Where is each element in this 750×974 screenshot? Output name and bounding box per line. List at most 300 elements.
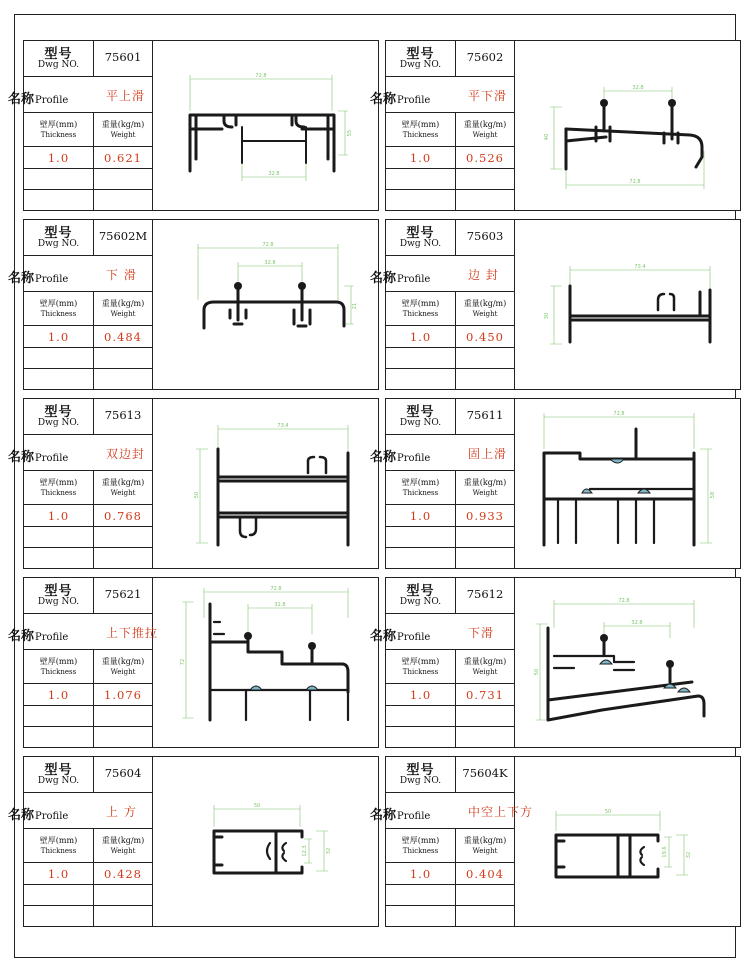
name-row [8,614,159,650]
profile-cross-section [152,41,378,210]
name-label-en: Profile [35,95,69,106]
thickness-label-en: Thickness [40,489,77,497]
name-label-cn: 名称 [8,271,35,286]
model-label-en: Dwg NO. [37,776,80,786]
thickness-value: 1.0 [409,867,432,881]
profile-drawing [152,220,378,389]
profile-name: 中空上下方 [468,805,534,819]
dimension-label: 19.6 [662,846,668,858]
weight-value-cell [94,147,152,169]
profile-cross-section [152,578,378,747]
thickness-label-cn: 壁厚(mm) [401,478,440,487]
thickness-label-cell [386,292,456,326]
weight-value: 0.933 [466,509,504,523]
empty-cell [94,348,152,369]
profile-drawing [514,399,740,568]
thickness-value: 1.0 [409,509,432,523]
name-label-en: Profile [35,274,69,285]
thickness-value: 1.0 [47,330,70,344]
dimension-label: 55 [347,129,353,137]
name-label [370,804,430,823]
empty-cell [94,548,152,569]
profile-info-table [8,757,153,926]
name-label [8,804,68,823]
thickness-label-cell [386,471,456,505]
empty-cell [94,190,152,211]
profile-cross-section [514,220,740,389]
model-label-cn: 型号 [406,584,435,599]
thickness-value: 1.0 [47,509,70,523]
thickness-label-cn: 壁厚(mm) [39,478,78,487]
thickness-label-cell [386,650,456,684]
weight-label-cell [94,650,152,684]
name-label [8,267,68,286]
dimension-label: 32 [686,851,692,859]
thickness-value-cell [24,684,94,706]
thickness-label-en: Thickness [402,131,439,139]
name-label-cn: 名称 [8,450,35,465]
model-label-cell [24,399,94,435]
thickness-label-cn: 壁厚(mm) [401,836,440,845]
weight-value: 0.428 [104,867,142,881]
thickness-label-cn: 壁厚(mm) [401,657,440,666]
profile-card [8,40,379,211]
weight-label-cn: 重量(kg/m) [463,657,507,666]
model-value-cell [94,399,152,435]
weight-value-cell [456,684,514,706]
dimension-label: 30 [544,312,550,320]
empty-cell [24,885,94,906]
thickness-value: 1.0 [47,151,70,165]
weight-label-cn: 重量(kg/m) [101,478,145,487]
empty-cell [386,369,456,390]
empty-cell [456,527,514,548]
name-label-cn: 名称 [8,808,35,823]
model-label-cn: 型号 [44,47,73,62]
dimension-label: 72.8 [613,411,625,417]
dimension-label: 32.8 [268,171,280,177]
empty-cell [456,190,514,211]
profile-drawing [152,399,378,568]
name-row [370,256,514,292]
dimension-label: 32.8 [264,260,276,266]
weight-label-cell [94,113,152,147]
weight-label-cell [94,829,152,863]
dimension-label: 50 [253,803,261,809]
dimension-label: 72.8 [270,586,282,592]
profile-cross-section [152,757,378,926]
thickness-label-en: Thickness [402,489,439,497]
weight-value: 0.526 [466,151,504,165]
profile-card [370,219,741,390]
dimension-label: 72.8 [262,242,274,248]
thickness-label-cell [24,113,94,147]
dimension-label: 50 [194,491,200,499]
weight-label-en: Weight [110,847,136,855]
empty-cell [456,369,514,390]
profile-name: 下 滑 [106,268,137,282]
model-label-cell [24,41,94,77]
thickness-value: 1.0 [409,151,432,165]
model-value-cell [456,41,514,77]
empty-cell [94,885,152,906]
profile-cross-section [152,220,378,389]
dimension-label: 32.8 [632,85,644,91]
profile-card [370,756,741,927]
weight-value-cell [456,863,514,885]
weight-value-cell [94,863,152,885]
weight-label-en: Weight [472,489,498,497]
empty-cell [24,369,94,390]
thickness-label-cn: 壁厚(mm) [39,836,78,845]
name-label-en: Profile [35,453,69,464]
dimension-label: 50 [604,809,612,815]
empty-cell [94,727,152,748]
model-label-cell [386,757,456,793]
model-label-cell [24,578,94,614]
thickness-value: 1.0 [409,330,432,344]
profile-card [8,398,379,569]
name-label [8,446,68,465]
thickness-label-cell [24,471,94,505]
name-label-cn: 名称 [370,808,397,823]
weight-label-en: Weight [110,668,136,676]
weight-label-cell [456,650,514,684]
profile-info-table [370,41,515,210]
weight-value-cell [456,505,514,527]
model-label-cn: 型号 [406,226,435,241]
empty-cell [456,348,514,369]
empty-cell [24,548,94,569]
thickness-value-cell [24,505,94,527]
thickness-label-cn: 壁厚(mm) [401,299,440,308]
model-label-en: Dwg NO. [37,597,80,607]
model-number: 75604 [104,766,142,780]
profile-info-table [8,578,159,747]
thickness-label-en: Thickness [402,668,439,676]
thickness-value-cell [386,505,456,527]
profile-drawing [152,41,378,210]
dimension-label: 72 [180,658,186,666]
thickness-label-en: Thickness [402,847,439,855]
weight-label-cn: 重量(kg/m) [463,120,507,129]
thickness-label-cell [24,292,94,326]
profile-name: 下滑 [468,626,495,640]
profile-drawing [514,220,740,389]
model-number: 75612 [466,587,504,601]
profile-name: 上 方 [106,805,137,819]
empty-cell [24,906,94,927]
model-label-en: Dwg NO. [399,597,442,607]
model-label-en: Dwg NO. [37,239,80,249]
weight-value-cell [456,147,514,169]
thickness-label-cn: 壁厚(mm) [401,120,440,129]
name-label [370,446,430,465]
empty-cell [24,527,94,548]
profile-drawing [514,757,740,926]
model-number: 75602 [466,50,504,64]
empty-cell [94,706,152,727]
thickness-value-cell [24,326,94,348]
profile-info-table [8,41,153,210]
empty-cell [24,727,94,748]
weight-value: 1.076 [104,688,142,702]
empty-cell [386,706,456,727]
model-number: 75601 [104,50,142,64]
name-label-cn: 名称 [8,92,35,107]
name-label-en: Profile [35,811,69,822]
weight-value: 0.621 [104,151,142,165]
thickness-value-cell [386,684,456,706]
thickness-value-cell [386,863,456,885]
profile-cross-section [514,41,740,210]
weight-label-cn: 重量(kg/m) [463,299,507,308]
weight-label-cell [456,471,514,505]
weight-value: 0.768 [104,509,142,523]
dimension-label: 32.8 [274,602,286,608]
thickness-label-en: Thickness [40,310,77,318]
model-label-en: Dwg NO. [399,239,442,249]
model-value-cell [456,220,514,256]
dimension-label: 40 [544,133,550,141]
empty-cell [456,169,514,190]
weight-value-cell [94,684,152,706]
model-value-cell [94,220,152,256]
model-value-cell [94,41,152,77]
weight-label-en: Weight [472,310,498,318]
profile-card [370,398,741,569]
empty-cell [386,727,456,748]
thickness-value-cell [24,147,94,169]
model-label-cn: 型号 [406,405,435,420]
weight-value-cell [94,326,152,348]
dimension-label: 58 [710,491,716,499]
thickness-label-cn: 壁厚(mm) [39,120,78,129]
thickness-value: 1.0 [47,688,70,702]
weight-label-en: Weight [472,668,498,676]
model-number: 75613 [104,408,142,422]
dimension-label: 72.8 [629,179,641,185]
model-value-cell [456,757,514,793]
model-label-cell [386,578,456,614]
empty-cell [94,369,152,390]
profile-card [370,40,741,211]
weight-label-en: Weight [472,131,498,139]
profile-info-table [370,757,534,926]
profile-cross-section [514,399,740,568]
profile-drawing [152,578,378,747]
weight-label-cell [94,292,152,326]
empty-cell [386,527,456,548]
profile-info-table [370,399,515,568]
weight-value-cell [94,505,152,527]
model-value-cell [456,578,514,614]
thickness-value-cell [386,147,456,169]
thickness-label-cn: 壁厚(mm) [39,299,78,308]
dimension-label: 32.8 [631,620,643,626]
weight-value: 0.484 [104,330,142,344]
profile-cross-section [514,757,740,926]
weight-label-en: Weight [110,489,136,497]
weight-label-cn: 重量(kg/m) [101,836,145,845]
model-label-en: Dwg NO. [399,418,442,428]
model-label-en: Dwg NO. [37,60,80,70]
profile-name: 平下滑 [468,89,508,103]
weight-label-en: Weight [110,310,136,318]
model-label-cell [386,220,456,256]
profile-name: 上下推拉 [106,626,159,640]
thickness-value-cell [386,326,456,348]
model-label-cell [386,41,456,77]
model-label-en: Dwg NO. [399,776,442,786]
model-label-cell [24,220,94,256]
profile-drawing [514,41,740,210]
model-label-cn: 型号 [406,47,435,62]
weight-label-cn: 重量(kg/m) [101,120,145,129]
profile-card [8,577,379,748]
weight-label-cn: 重量(kg/m) [463,836,507,845]
weight-label-cell [456,113,514,147]
profile-drawing [152,757,378,926]
empty-cell [456,885,514,906]
dimension-label: 12.3 [302,845,308,857]
name-row [370,614,514,650]
empty-cell [94,527,152,548]
empty-cell [386,348,456,369]
empty-cell [94,906,152,927]
name-row [8,77,152,113]
name-row [8,435,152,471]
thickness-label-cn: 壁厚(mm) [39,657,78,666]
profile-name: 固上滑 [468,447,508,461]
name-label [370,625,430,644]
model-number: 75604K [462,766,508,780]
profile-info-table [8,399,153,568]
name-label [370,267,430,286]
empty-cell [386,885,456,906]
model-label-cn: 型号 [44,226,73,241]
name-label-en: Profile [35,632,69,643]
empty-cell [456,706,514,727]
name-label-cn: 名称 [370,450,397,465]
name-label-en: Profile [397,274,431,285]
dimension-label: 72.8 [255,73,267,79]
name-label-en: Profile [397,811,431,822]
empty-cell [24,348,94,369]
weight-label-en: Weight [110,131,136,139]
model-label-en: Dwg NO. [37,418,80,428]
weight-label-en: Weight [472,847,498,855]
weight-value: 0.404 [466,867,504,881]
dimension-label: 73.4 [277,423,289,429]
weight-value: 0.450 [466,330,504,344]
profile-name: 平上滑 [106,89,146,103]
model-label-cn: 型号 [44,405,73,420]
thickness-label-en: Thickness [40,847,77,855]
thickness-label-cell [24,829,94,863]
thickness-value: 1.0 [47,867,70,881]
thickness-value-cell [24,863,94,885]
model-label-cn: 型号 [406,763,435,778]
empty-cell [456,548,514,569]
model-value-cell [456,399,514,435]
empty-cell [456,906,514,927]
profile-card [8,219,379,390]
profile-drawing [514,578,740,747]
model-label-cell [24,757,94,793]
empty-cell [94,169,152,190]
name-label [370,88,430,107]
empty-cell [456,727,514,748]
profile-card [370,577,741,748]
empty-cell [24,169,94,190]
profile-name: 边 封 [468,268,499,282]
weight-label-cell [456,829,514,863]
empty-cell [24,706,94,727]
weight-label-cn: 重量(kg/m) [101,657,145,666]
name-label-cn: 名称 [8,629,35,644]
name-label [8,88,68,107]
weight-label-cell [94,471,152,505]
model-number: 75621 [104,587,142,601]
profile-cross-section [514,578,740,747]
name-label-en: Profile [397,453,431,464]
model-number: 75611 [466,408,504,422]
name-label-cn: 名称 [370,92,397,107]
name-label-en: Profile [397,95,431,106]
empty-cell [386,190,456,211]
model-label-cn: 型号 [44,763,73,778]
weight-label-cn: 重量(kg/m) [101,299,145,308]
model-label-en: Dwg NO. [399,60,442,70]
profile-cross-section [152,399,378,568]
profile-info-table [8,220,153,389]
weight-label-cn: 重量(kg/m) [463,478,507,487]
name-label [8,625,68,644]
empty-cell [24,190,94,211]
thickness-label-en: Thickness [40,131,77,139]
model-number: 75602M [98,229,148,243]
model-number: 75603 [466,229,504,243]
thickness-label-cell [386,113,456,147]
weight-label-cell [456,292,514,326]
thickness-label-en: Thickness [40,668,77,676]
thickness-label-en: Thickness [402,310,439,318]
empty-cell [386,906,456,927]
model-value-cell [94,757,152,793]
model-label-cell [386,399,456,435]
profile-info-table [370,578,515,747]
dimension-label: 50 [534,668,540,676]
profile-card [8,756,379,927]
name-row [370,793,534,829]
dimension-label: 21 [352,302,358,310]
profile-name: 双边封 [106,447,146,461]
name-row [8,256,152,292]
name-label-cn: 名称 [370,271,397,286]
name-row [8,793,152,829]
profile-info-table [370,220,515,389]
dimension-label: 32 [326,847,332,855]
weight-value: 0.731 [466,688,504,702]
name-label-en: Profile [397,632,431,643]
empty-cell [386,548,456,569]
name-row [370,77,514,113]
weight-value-cell [456,326,514,348]
model-value-cell [94,578,152,614]
empty-cell [386,169,456,190]
name-label-cn: 名称 [370,629,397,644]
